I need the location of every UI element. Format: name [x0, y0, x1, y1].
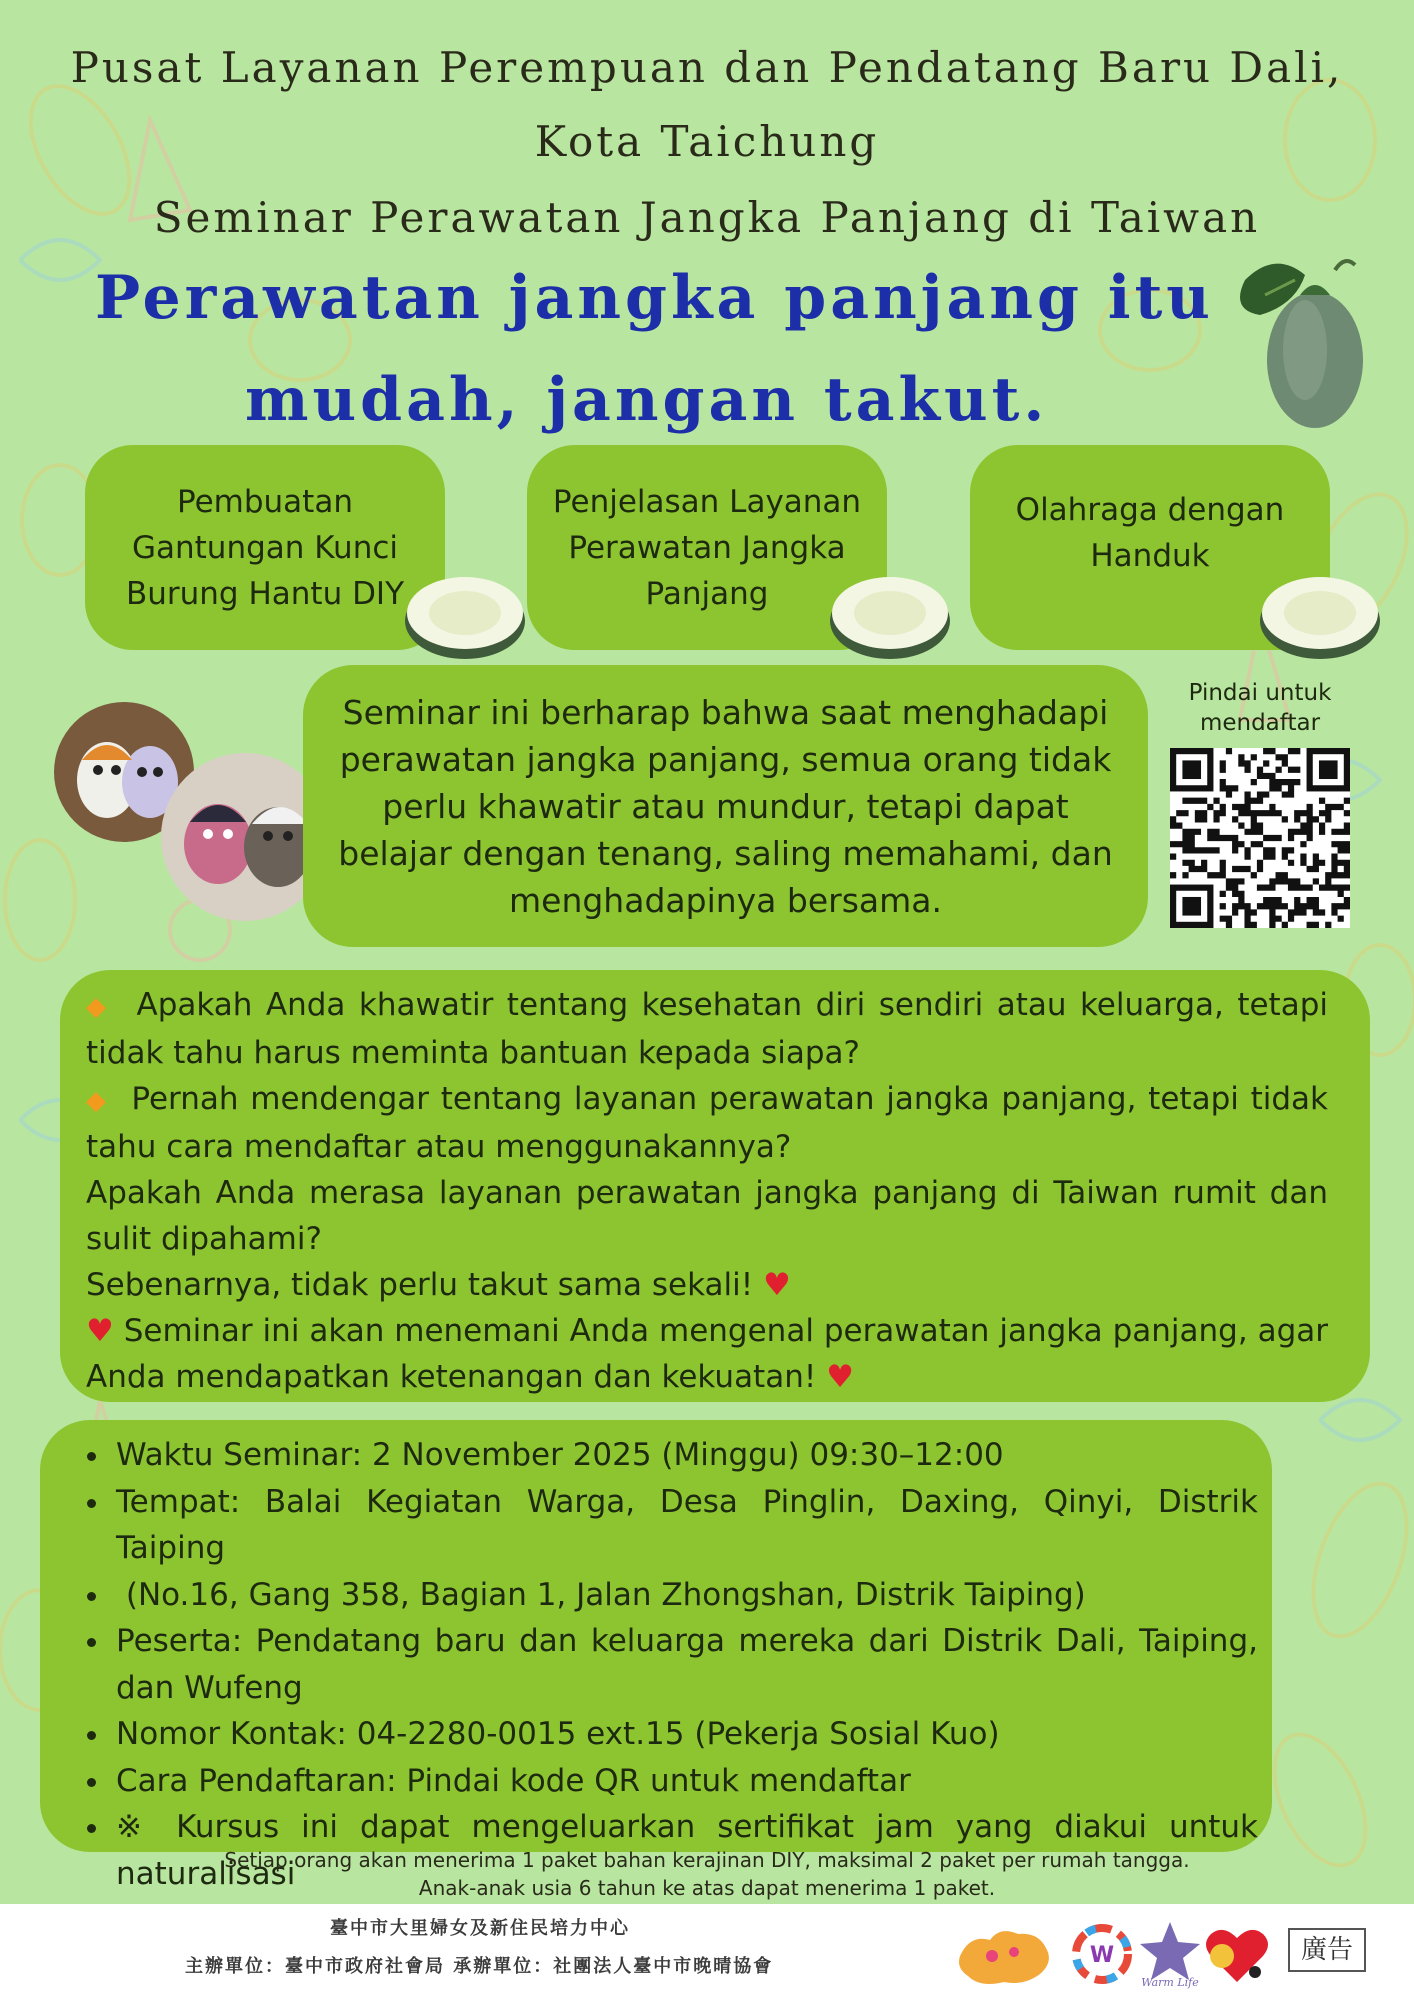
detail-participants: • Peserta: Pendatang baru dan keluarga mereka dari Distrik Dali, Taiping, dan Wufeng: [112, 1618, 1258, 1711]
logo-letter: W: [1089, 1943, 1115, 1968]
question-4: Sebenarnya, tidak perlu takut sama sekali! ♥: [86, 1267, 791, 1303]
detail-contact: • Nomor Kontak: 04-2280-0015 ext.15 (Pekerja Sosial Kuo): [112, 1711, 1258, 1758]
detail-time: • Waktu Seminar: 2 November 2025 (Minggu) 09:30–12:00: [112, 1432, 1258, 1479]
footer-center-name: 臺中市大里婦女及新住民培力中心: [330, 1918, 630, 1939]
ad-label: 廣告: [1288, 1928, 1366, 1972]
main-title-line2: mudah, jangan takut.: [245, 365, 1049, 435]
question-3: Apakah Anda merasa layanan perawatan jangka panjang di Taiwan rumit dan sulit dipahami?: [86, 1175, 1328, 1257]
melon-slice-icon: [1255, 565, 1385, 665]
diamond-bullet-icon: ◆: [86, 1086, 108, 1116]
footer-organizers: 主辦單位：臺中市政府社會局 承辦單位：社團法人臺中市晚晴協會: [185, 1956, 774, 1977]
question-1: ◆ Apakah Anda khawatir tentang kesehatan diri sendiri atau keluarga, tetapi tidak tahu harus meminta bantuan kepada siapa?: [86, 987, 1328, 1071]
heart-icon: ♥: [86, 1313, 114, 1349]
melon-slice-icon: [825, 565, 955, 665]
detail-certificate: • ※ Kursus ini dapat mengeluarkan sertifikat jam yang diakui untuk naturalisasi: [112, 1804, 1258, 1897]
note-line1: Setiap orang akan menerima 1 paket bahan kerajinan DIY, maksimal 2 paket per rumah tangga.: [224, 1848, 1190, 1872]
winter-melon-illustration: [1225, 250, 1375, 430]
intro-card: [303, 665, 1148, 947]
qr-label: Pindai untuk mendaftar: [1188, 680, 1332, 736]
intro-text: Seminar ini berharap bahwa saat menghadapi perawatan jangka panjang, semua orang tidak perlu khawatir atau mundur, tetapi dapat belajar dengan tenang, saling memahami, dan menghadapinya bersama.: [338, 692, 1113, 920]
questions-card: [60, 970, 1370, 1402]
detail-registration: • Cara Pendaftaran: Pindai kode QR untuk mendaftar: [112, 1758, 1258, 1805]
note-line2: Anak-anak usia 6 tahun ke atas dapat menerima 1 paket.: [418, 1876, 996, 1900]
diamond-bullet-icon: ◆: [86, 992, 110, 1022]
question-5: ♥ Seminar ini akan menemani Anda mengenal perawatan jangka panjang, agar Anda mendapatkan ketenangan dan kekuatan! ♥: [86, 1313, 1328, 1395]
registration-qr-code[interactable]: [1170, 748, 1350, 928]
w-rainbow-logo: [1072, 1924, 1132, 1984]
main-title-line1: Perawatan jangka panjang itu: [95, 263, 1214, 333]
detail-address: • (No.16, Gang 358, Bagian 1, Jalan Zhongshan, Distrik Taiping): [112, 1572, 1258, 1619]
activity-label: Penjelasan Layanan Perawatan Jangka Panjang: [552, 483, 862, 612]
warm-life-logo: [1135, 1918, 1205, 1990]
heart-association-logo: [1200, 1926, 1275, 1986]
city-heading: Kota Taichung: [534, 117, 880, 166]
center-name-heading: Pusat Layanan Perempuan dan Pendatang Baru Dali,: [70, 43, 1344, 92]
footer: [0, 1904, 1414, 2000]
activity-label: Pembuatan Gantungan Kunci Burung Hantu DIY: [125, 483, 405, 612]
melon-slice-icon: [400, 565, 530, 665]
activity-owl-keychain: [85, 445, 445, 650]
logo-script: Warm Life: [1141, 1976, 1199, 1989]
details-list: [40, 1432, 1258, 1897]
question-2: ◆ Pernah mendengar tentang layanan perawatan jangka panjang, tetapi tidak tahu cara mendaftar atau menggunakannya?: [86, 1081, 1328, 1165]
heart-icon: ♥: [763, 1267, 791, 1303]
seminar-heading: Seminar Perawatan Jangka Panjang di Taiwan: [153, 193, 1261, 242]
activity-label: Olahraga dengan Handuk: [1015, 491, 1285, 574]
detail-venue: • Tempat: Balai Kegiatan Warga, Desa Pinglin, Daxing, Qinyi, Distrik Taiping: [112, 1479, 1258, 1572]
heart-icon: ♥: [826, 1359, 854, 1395]
taichung-map-logo: [952, 1926, 1057, 1988]
